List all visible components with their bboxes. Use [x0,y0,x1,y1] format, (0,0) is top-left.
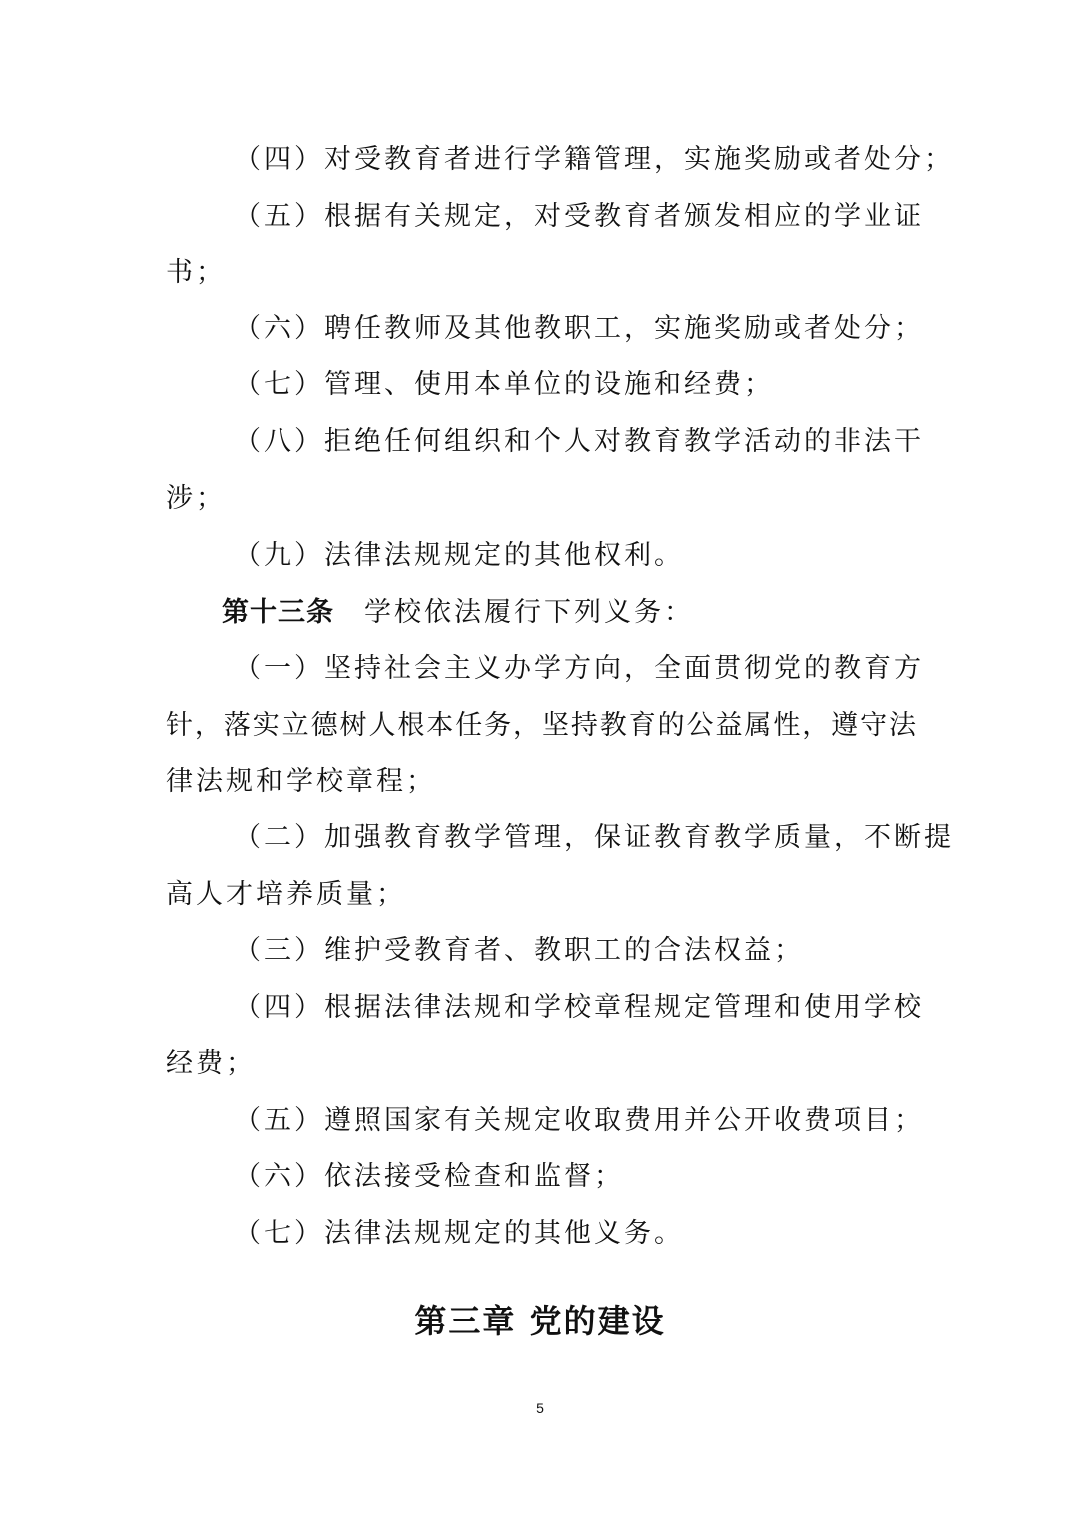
article-13-line [222,593,916,633]
text-line: （五）根据有关规定，对受教育者颁发相应的学业证 [234,201,924,232]
text-line: （六）依法接受检查和监督； [234,1161,624,1192]
text-line: （一）坚持社会主义办学方向，全面贯彻党的教育方 [234,653,924,684]
text-line: 经费； [166,1048,256,1079]
text-line: 书； [166,257,226,288]
article-text: 学校依法履行下列义务： [364,597,694,628]
text-line: （七）管理、使用本单位的设施和经费； [234,369,774,400]
text-line: （三）维护受教育者、教职工的合法权益； [234,935,804,966]
page-number: 5 [536,1400,544,1416]
text-line: 针，落实立德树人根本任务，坚持教育的公益属性，遵守法 [166,710,916,741]
text-line: （二）加强教育教学管理，保证教育教学质量，不断提 [234,822,954,853]
text-line: （七）法律法规规定的其他义务。 [234,1218,684,1249]
text-line: 涉； [166,483,226,514]
text-line: （四）对受教育者进行学籍管理，实施奖励或者处分； [234,144,954,175]
text-line: （六）聘任教师及其他教职工，实施奖励或者处分； [234,313,924,344]
text-line: 高人才培养质量； [166,879,406,910]
text-line: （四）根据法律法规和学校章程规定管理和使用学校 [234,992,924,1023]
text-line: （八）拒绝任何组织和个人对教育教学活动的非法干 [234,426,924,457]
chapter-title: 第三章 党的建设 [414,1302,666,1340]
text-line: （九）法律法规规定的其他权利。 [234,540,684,571]
article-heading: 第十三条 [222,597,334,628]
text-line: （五）遵照国家有关规定收取费用并公开收费项目； [234,1105,924,1136]
text-line: 律法规和学校章程； [166,766,436,797]
